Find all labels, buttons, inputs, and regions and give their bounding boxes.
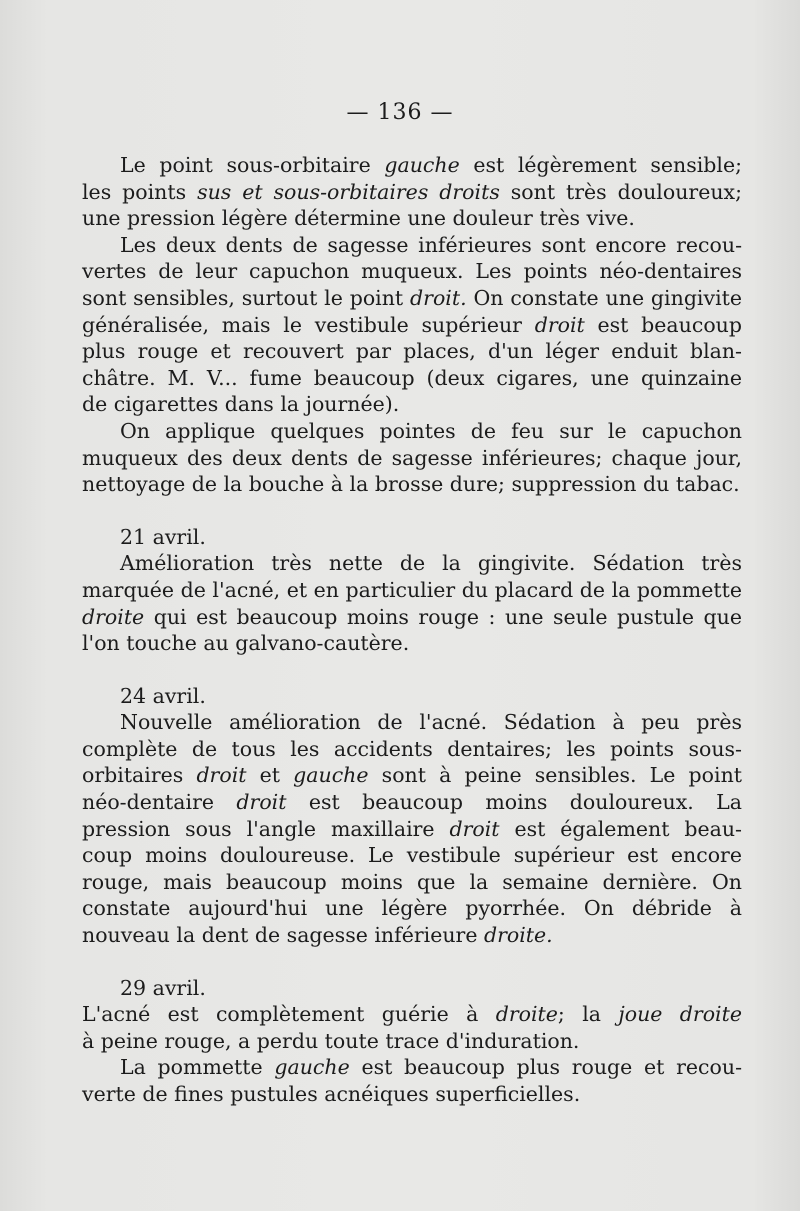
italic-text: droite [82, 604, 145, 629]
italic-text: droite. [483, 923, 553, 948]
text-line [82, 1081, 742, 1108]
text-segment: Les deux dents de sagesse inférieures sont encore recou- [120, 232, 742, 257]
text-line [82, 762, 742, 789]
text-line [82, 630, 742, 657]
text-line [82, 152, 742, 179]
text-line [82, 179, 742, 206]
text-line [82, 258, 742, 285]
text-line [82, 418, 742, 445]
paragraph [82, 232, 742, 418]
text-segment: verte de fines pustules acnéiques superficielles. [82, 1082, 581, 1106]
text-segment: les points [82, 179, 198, 204]
text-line [82, 709, 742, 736]
text-segment: plus rouge et recouvert par places, d'un léger enduit blan- [82, 339, 742, 364]
italic-text: droite [495, 1002, 558, 1027]
text-segment: châtre. M. V... fume beaucoup (deux cigares, une quinzaine [82, 365, 742, 390]
text-segment: est légèrement sensible; [459, 153, 742, 177]
paragraph [82, 709, 742, 948]
italic-text: gauche [293, 763, 369, 788]
text-segment: est beaucoup [584, 312, 742, 337]
text-line [82, 922, 742, 949]
paragraph-gap [82, 498, 742, 524]
text-line [82, 604, 742, 631]
text-line [82, 312, 742, 339]
text-segment: pression sous l'angle maxillaire [82, 816, 450, 841]
text-line [82, 1001, 742, 1028]
italic-text: joue droite [618, 1002, 742, 1027]
text-line [82, 1028, 742, 1055]
text-line [82, 550, 742, 577]
body-text [82, 152, 742, 1108]
italic-text: droit [534, 312, 585, 337]
text-line [82, 338, 742, 365]
text-line [82, 285, 742, 312]
text-segment: qui est beaucoup moins rouge : une seule pustule que [144, 604, 742, 629]
italic-text: gauche [384, 153, 460, 177]
text-segment: à peine rouge, a perdu toute trace d'induration. [82, 1028, 580, 1053]
text-line [82, 1054, 742, 1081]
text-segment: muqueux des deux dents de sagesse inférieures; chaque jour, [82, 445, 742, 470]
paragraph-gap [82, 657, 742, 683]
text-line [82, 577, 742, 604]
text-line [82, 816, 742, 843]
text-segment: On applique quelques pointes de feu sur le capuchon [120, 418, 742, 443]
text-line [82, 445, 742, 472]
text-segment: vertes de leur capuchon muqueux. Les points néo-dentaires [82, 259, 742, 284]
text-segment: l'on touche au galvano-cautère. [82, 631, 410, 656]
text-line [82, 471, 742, 498]
text-segment: marquée de l'acné, et en particulier du placard de la pommette [82, 577, 742, 602]
text-segment: est beaucoup moins douloureux. La [286, 790, 742, 815]
text-segment: est beaucoup plus rouge et recou- [349, 1055, 743, 1080]
text-line [82, 895, 742, 922]
page-number: — 136 — [346, 100, 454, 125]
text-segment: est également beau- [499, 816, 742, 841]
paragraph [82, 152, 742, 232]
text-segment: nettoyage de la bouche à la brosse dure; suppression du tabac. [82, 472, 740, 497]
text-line [82, 391, 742, 418]
text-segment: constate aujourd'hui une légère pyorrhée. On débride à [82, 896, 742, 921]
paragraph [82, 1001, 742, 1054]
paragraph [82, 1054, 742, 1107]
italic-text: droit [236, 790, 287, 815]
text-segment: une pression légère détermine une douleur très vive. [82, 206, 635, 231]
italic-text: sus et sous-orbitaires droits [197, 179, 500, 204]
text-segment: On constate une gingivite [466, 285, 743, 310]
text-segment: de cigarettes dans la journée). [82, 392, 400, 417]
text-segment: ; la [557, 1002, 619, 1027]
paragraph [82, 550, 742, 656]
text-line [82, 789, 742, 816]
text-segment: sont très douloureux; [499, 179, 742, 204]
italic-text: droit [449, 816, 500, 841]
text-segment: Nouvelle amélioration de l'acné. Sédation à peu près [120, 710, 742, 735]
italic-text: droit. [410, 285, 467, 310]
paragraph-gap [82, 949, 742, 975]
text-segment: La pommette [120, 1055, 275, 1080]
entry-date: 21 avril. [120, 524, 206, 549]
entry-date: 29 avril. [120, 975, 206, 1000]
italic-text: droit [196, 763, 247, 788]
text-segment: nouveau la dent de sagesse inférieure [82, 923, 484, 948]
text-segment: orbitaires [82, 763, 197, 788]
text-segment: coup moins douloureuse. Le vestibule supérieur est encore [82, 843, 742, 868]
italic-text: gauche [274, 1055, 350, 1080]
entry-date: 24 avril. [120, 683, 206, 708]
paragraph [82, 418, 742, 498]
text-line [82, 205, 742, 232]
text-segment: Le point sous-orbitaire [120, 153, 385, 177]
text-segment: sont sensibles, surtout le point [82, 285, 411, 310]
text-line [82, 232, 742, 259]
text-line [82, 869, 742, 896]
text-segment: néo-dentaire [82, 790, 237, 815]
text-segment: L'acné est complètement guérie à [82, 1002, 496, 1027]
text-line [82, 736, 742, 763]
text-segment: Amélioration très nette de la gingivite. Sédation très [120, 551, 742, 576]
text-segment: sont à peine sensibles. Le point [368, 763, 743, 788]
text-segment: complète de tous les accidents dentaires; les points sous- [82, 736, 742, 761]
text-segment: rouge, mais beaucoup moins que la semaine dernière. On [82, 869, 742, 894]
text-line [82, 842, 742, 869]
text-segment: et [246, 763, 294, 788]
text-line [82, 365, 742, 392]
text-segment: généralisée, mais le vestibule supérieur [82, 312, 535, 337]
